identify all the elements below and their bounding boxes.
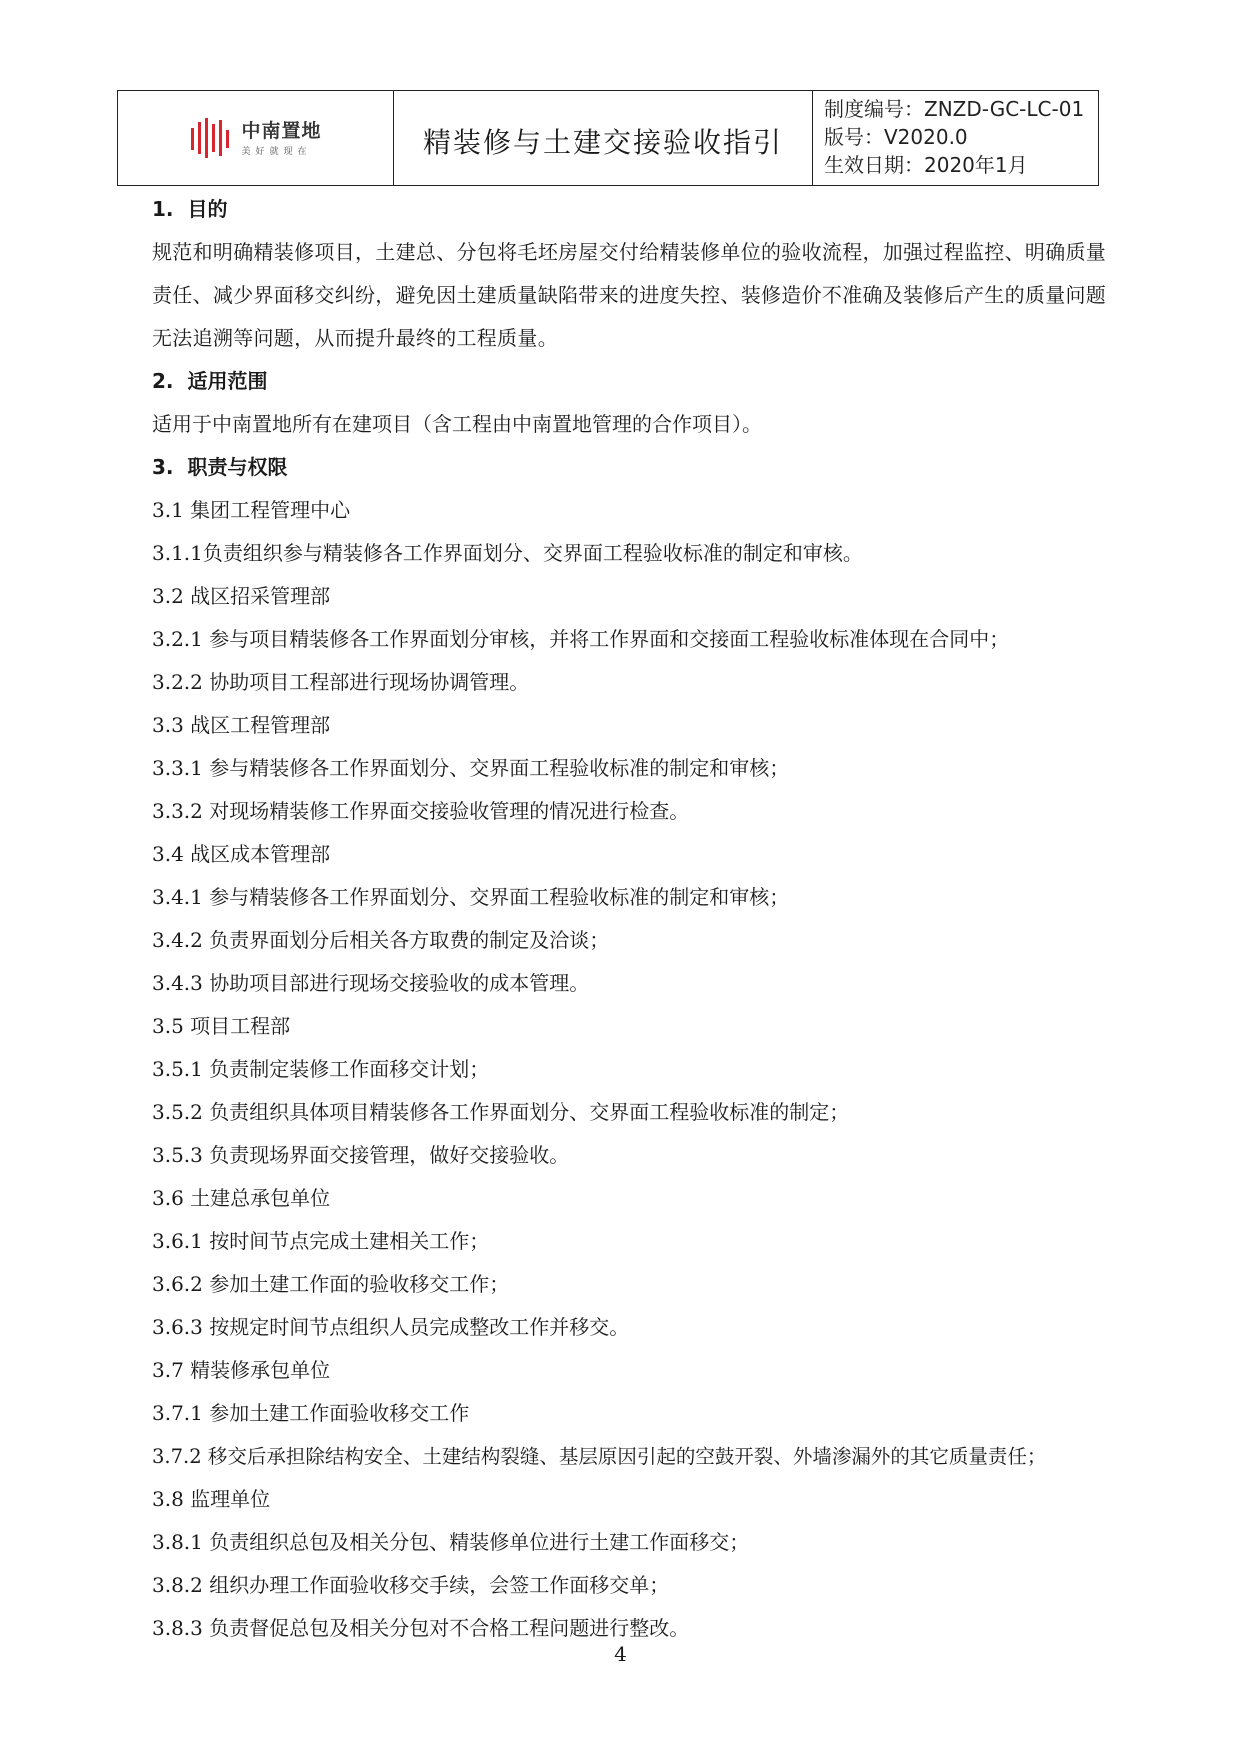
clause-line: 3.8.2 组织办理工作面验收移交手续，会签工作面移交单； bbox=[152, 1573, 670, 1597]
document-title: 精装修与土建交接验收指引 bbox=[394, 91, 813, 185]
clause-line: 3.5.1 负责制定装修工作面移交计划； bbox=[152, 1057, 490, 1081]
logo-name: 中南置地 bbox=[241, 119, 322, 142]
clause-line: 3.2.2 协助项目工程部进行现场协调管理。 bbox=[152, 670, 530, 694]
clause-line: 3.7 精装修承包单位 bbox=[152, 1358, 331, 1382]
logo-slogan: 美好就现在 bbox=[241, 146, 312, 157]
doc-number: 制度编号：ZNZD-GC-LC-01 bbox=[824, 97, 1085, 121]
clause-line: 3.3.2 对现场精装修工作界面交接验收管理的情况进行检查。 bbox=[152, 799, 690, 823]
page-number: 4 bbox=[614, 1642, 627, 1666]
clause-line: 3.2 战区招采管理部 bbox=[152, 584, 331, 608]
clause-line: 3.5.3 负责现场界面交接管理，做好交接验收。 bbox=[152, 1143, 570, 1167]
logo-cell bbox=[118, 91, 394, 185]
clause-line: 3.7.1 参加土建工作面验收移交工作 bbox=[152, 1401, 470, 1425]
clause-line: 3.6.1 按时间节点完成土建相关工作； bbox=[152, 1229, 490, 1253]
section-heading-purpose: 1. 目的 bbox=[152, 197, 228, 221]
clause-line: 3.7.2 移交后承担除结构安全、土建结构裂缝、基层原因引起的空鼓开裂、外墙渗漏外的其它质量责任； bbox=[152, 1445, 1047, 1468]
doc-version: 版号：V2020.0 bbox=[824, 125, 968, 149]
clause-line: 3.8.1 负责组织总包及相关分包、精装修单位进行土建工作面移交； bbox=[152, 1530, 750, 1554]
logo-bars-icon bbox=[189, 116, 233, 160]
section-body-scope: 适用于中南置地所有在建项目（含工程由中南置地管理的合作项目）。 bbox=[152, 412, 762, 436]
clause-line: 3.1 集团工程管理中心 bbox=[152, 498, 351, 522]
clause-line: 3.2.1 参与项目精装修各工作界面划分审核，并将工作界面和交接面工程验收标准体现在合同中； bbox=[152, 627, 1010, 651]
section-heading-scope: 2. 适用范围 bbox=[152, 369, 268, 393]
document-meta bbox=[813, 91, 1098, 185]
clause-line: 3.6.3 按规定时间节点组织人员完成整改工作并移交。 bbox=[152, 1315, 630, 1339]
clause-line: 3.8 监理单位 bbox=[152, 1487, 271, 1511]
document-header-table bbox=[117, 90, 1099, 186]
clause-line: 3.8.3 负责督促总包及相关分包对不合格工程问题进行整改。 bbox=[152, 1616, 690, 1640]
clause-line: 3.4.3 协助项目部进行现场交接验收的成本管理。 bbox=[152, 971, 590, 995]
clause-line: 3.3.1 参与精装修各工作界面划分、交界面工程验收标准的制定和审核； bbox=[152, 756, 790, 780]
document-body bbox=[152, 188, 1112, 1650]
clause-line: 3.5 项目工程部 bbox=[152, 1014, 291, 1038]
clause-line: 3.4.1 参与精装修各工作界面划分、交界面工程验收标准的制定和审核； bbox=[152, 885, 790, 909]
effective-date: 生效日期：2020年1月 bbox=[824, 153, 1028, 177]
clause-line: 3.3 战区工程管理部 bbox=[152, 713, 331, 737]
company-logo bbox=[189, 116, 321, 160]
clause-line: 3.4.2 负责界面划分后相关各方取费的制定及洽谈； bbox=[152, 928, 610, 952]
clause-line: 3.6 土建总承包单位 bbox=[152, 1186, 331, 1210]
clause-line: 3.4 战区成本管理部 bbox=[152, 842, 331, 866]
section-body-purpose: 规范和明确精装修项目，土建总、分包将毛坯房屋交付给精装修单位的验收流程，加强过程监控、明确质量责任、减少界面移交纠纷，避免因土建质量缺陷带来的进度失控、装修造价不准确及装修后产生的质量问题无法追溯等问题，从而提升最终的工程质量。 bbox=[152, 240, 1107, 350]
clause-line: 3.5.2 负责组织具体项目精装修各工作界面划分、交界面工程验收标准的制定； bbox=[152, 1100, 850, 1124]
section-heading-responsibilities: 3. 职责与权限 bbox=[152, 455, 288, 479]
clause-line: 3.1.1负责组织参与精装修各工作界面划分、交界面工程验收标准的制定和审核。 bbox=[152, 541, 863, 565]
clause-line: 3.6.2 参加土建工作面的验收移交工作； bbox=[152, 1272, 510, 1296]
